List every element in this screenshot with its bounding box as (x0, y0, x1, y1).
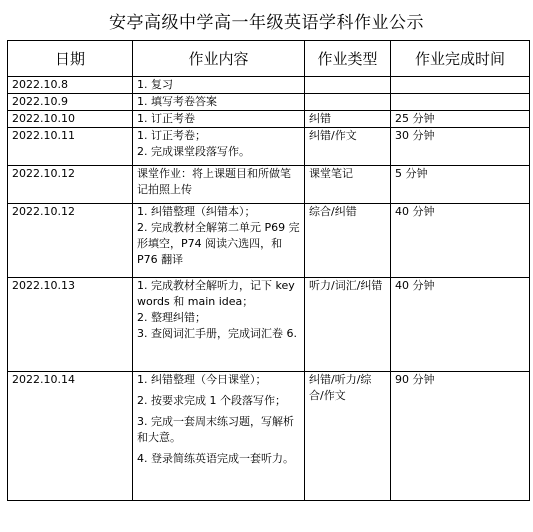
cell-type: 纠错/听力/综合/作文 (305, 372, 391, 501)
cell-date: 2022.10.10 (8, 111, 133, 128)
content-item: 2. 完成课堂段落写作。 (137, 145, 250, 158)
content-item: 1. 订正考卷 (137, 112, 195, 125)
cell-date: 2022.10.12 (8, 204, 133, 278)
content-item: 3. 查阅词汇手册，完成词汇卷 6. (137, 327, 297, 340)
table-row (8, 77, 530, 94)
cell-time: 25 分钟 (391, 111, 530, 128)
column-header-type: 作业类型 (305, 41, 391, 77)
table-row (8, 278, 530, 372)
cell-time: 90 分钟 (391, 372, 530, 501)
cell-type: 课堂笔记 (305, 166, 391, 204)
cell-date: 2022.10.14 (8, 372, 133, 501)
homework-table (7, 40, 530, 501)
cell-content (133, 128, 305, 166)
content-item: 1. 纠错整理（今日课堂）； (137, 373, 267, 386)
content-item: 4. 登录简练英语完成一套听力。 (137, 452, 294, 465)
cell-type (305, 77, 391, 94)
content-item: 1. 纠错整理（纠错本）； (137, 205, 256, 218)
cell-type: 纠错 (305, 111, 391, 128)
content-item: 课堂作业：将上课题目和所做笔记拍照上传 (137, 167, 291, 196)
cell-date: 2022.10.12 (8, 166, 133, 204)
cell-content (133, 77, 305, 94)
cell-type: 听力/词汇/纠错 (305, 278, 391, 372)
cell-time: 40 分钟 (391, 278, 530, 372)
table-row (8, 372, 530, 501)
cell-date: 2022.10.8 (8, 77, 133, 94)
cell-content (133, 204, 305, 278)
table-body (8, 77, 530, 501)
table-row (8, 128, 530, 166)
cell-content (133, 94, 305, 111)
cell-date: 2022.10.11 (8, 128, 133, 166)
content-item: 3. 完成一套周末练习题，写解析和大意。 (137, 415, 294, 444)
column-header-time: 作业完成时间 (391, 41, 530, 77)
cell-time: 5 分钟 (391, 166, 530, 204)
cell-time: 30 分钟 (391, 128, 530, 166)
table-row (8, 204, 530, 278)
cell-time: 40 分钟 (391, 204, 530, 278)
cell-content (133, 166, 305, 204)
table-header-row (8, 41, 530, 77)
page-title: 安亭高级中学高一年级英语学科作业公示 (109, 13, 424, 33)
content-item: 1. 完成教材全解听力，记下 key words 和 main idea； (137, 279, 295, 308)
column-header-content: 作业内容 (133, 41, 305, 77)
cell-type (305, 94, 391, 111)
cell-type: 纠错/作文 (305, 128, 391, 166)
cell-content (133, 372, 305, 501)
cell-time (391, 77, 530, 94)
cell-content (133, 111, 305, 128)
content-item: 2. 完成教材全解第二单元 P69 完形填空，P74 阅读六选四，和 P76 翻译 (137, 221, 300, 266)
cell-date: 2022.10.9 (8, 94, 133, 111)
cell-date: 2022.10.13 (8, 278, 133, 372)
cell-type: 综合/纠错 (305, 204, 391, 278)
cell-content (133, 278, 305, 372)
content-item: 1. 复习 (137, 78, 173, 91)
cell-time (391, 94, 530, 111)
table-row (8, 94, 530, 111)
content-item: 1. 填写考卷答案 (137, 95, 217, 108)
table-row (8, 111, 530, 128)
content-item: 2. 按要求完成 1 个段落写作； (137, 394, 286, 407)
column-header-date: 日期 (8, 41, 133, 77)
content-item: 2. 整理纠错； (137, 311, 206, 324)
content-item: 1. 订正考卷； (137, 129, 206, 142)
table-row (8, 166, 530, 204)
